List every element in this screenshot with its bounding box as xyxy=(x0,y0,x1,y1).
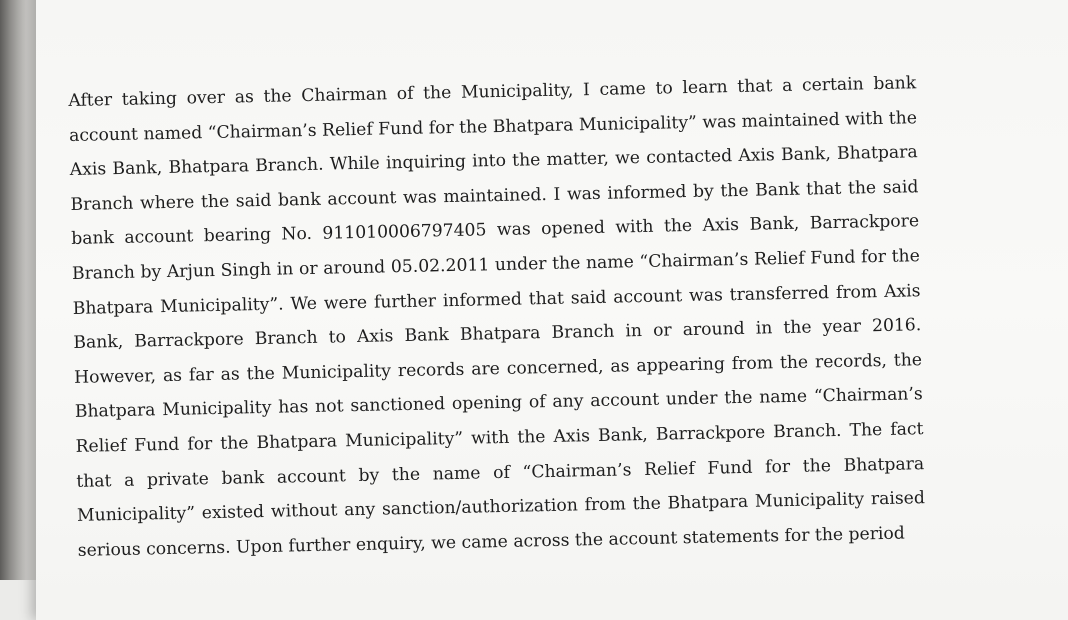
text-line: Relief Fund for the Bhatpara Municipality” with the Axis Bank, Barrackpore Branch. The fact xyxy=(75,419,924,457)
text-line: serious concerns. Upon further enquiry, we came across the account statements for the period xyxy=(77,523,905,561)
text-line: Bhatpara Municipality has not sanctioned opening of any account under the name “Chairman’s xyxy=(74,384,923,423)
text-line: After taking over as the Chairman of the Municipality, I came to learn that a certain bank xyxy=(68,73,917,111)
text-line: Bhatpara Municipality”. We were further informed that said account was transferred from Axis xyxy=(72,280,921,319)
text-line: Bank, Barrackpore Branch to Axis Bank Bhatpara Branch in or around in the year 2016. xyxy=(73,315,922,354)
text-line: Branch where the said bank account was maintained. I was informed by the Bank that the said xyxy=(70,176,919,215)
text-line: Municipality” existed without any sanction/authorization from the Bhatpara Municipality raised xyxy=(76,488,926,527)
text-line: account named “Chairman’s Relief Fund for the Bhatpara Municipality” was maintained with the xyxy=(68,107,918,146)
text-line: Branch by Arjun Singh in or around 05.02.2011 under the name “Chairman’s Relief Fund for the xyxy=(71,246,921,284)
text-line: that a private bank account by the name of “Chairman’s Relief Fund for the Bhatpara xyxy=(76,453,925,492)
text-line: Axis Bank, Bhatpara Branch. While inquiring into the matter, we contacted Axis Bank, Bhatpara xyxy=(69,142,918,181)
text-line: However, as far as the Municipality records are concerned, as appearing from the records, the xyxy=(73,349,923,388)
document-body xyxy=(68,66,926,568)
text-line: bank account bearing No. 911010006797405 was opened with the Axis Bank, Barrackpore xyxy=(71,211,920,250)
